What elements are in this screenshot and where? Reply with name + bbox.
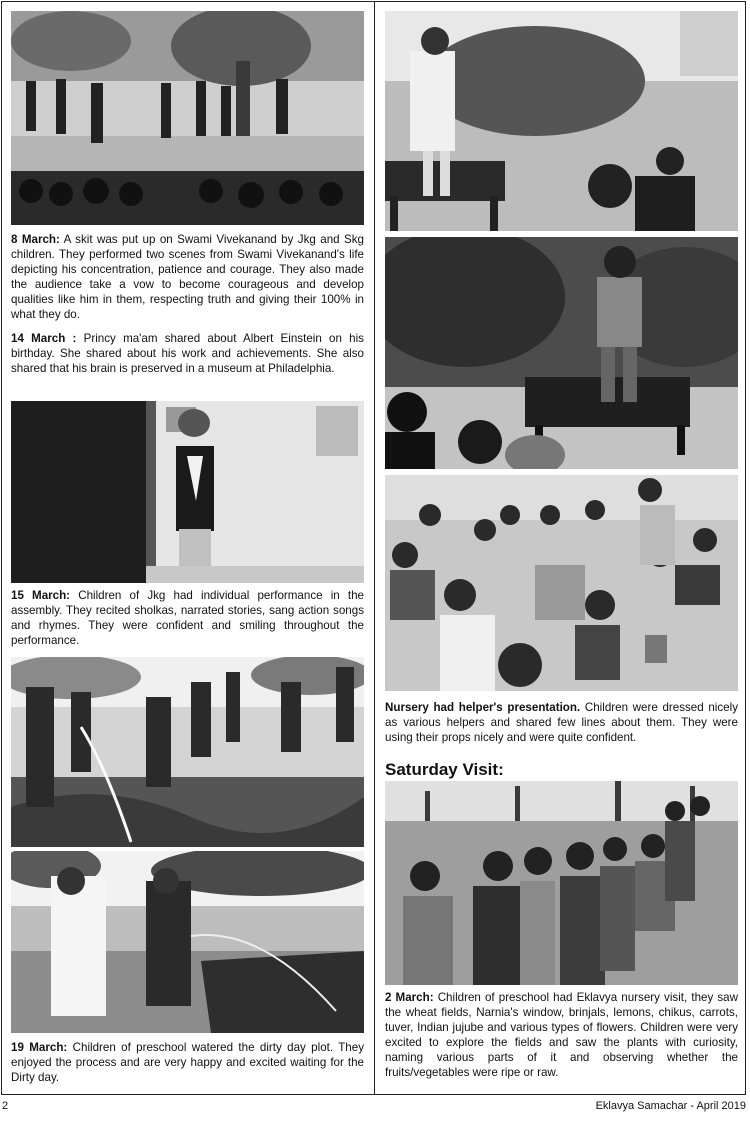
- saturday-visit-heading: Saturday Visit:: [385, 760, 504, 779]
- photo-girl-on-table: [385, 237, 738, 469]
- paragraph-19-march: 19 March: Children of preschool watered the dirty day plot. They enjoyed the process and are very happy and excited waiting for the Dirty day.: [11, 1041, 364, 1084]
- paragraph-8-march: 8 March: A skit was put up on Swami Vivekanand by Jkg and Skg children. They performed two scenes from Swami Vivekanand's life depicting his concentration, patience and courage. They also made the audience take a vow to become courageous and develop qualities like him in them, respecting truth and giving their 100% in what they do.: [11, 233, 364, 321]
- photo-children-sitting: [385, 475, 738, 691]
- photo-nursery-visit: [385, 781, 738, 985]
- paragraph-nursery-helpers: Nursery had helper's presentation. Children were dressed nicely as various helpers and shared few lines about them. They were using their props nicely and were quite confident.: [385, 701, 738, 744]
- photo-children-playing-water: [11, 657, 364, 847]
- paragraph-2-march: 2 March: Children of preschool had Eklavya nursery visit, they saw the wheat fields, Narnia's window, brinjals, lemons, chikus, carrots, tuver, Indian jujube and various types of flowers. Children were very excited to explore the fields and saw the plants with curiosity, naming various parts of it and observing whether the fruits/vegetables were ripe or raw.: [385, 991, 738, 1079]
- paragraph-15-march: 15 March: Children of Jkg had individual performance in the assembly. They recited sholkas, narrated stories, sang action songs and rhymes. They were confident and smiling throughout the performance.: [11, 589, 364, 647]
- footer-publication: Eklavya Samachar - April 2019: [595, 1100, 746, 1112]
- page-number: 2: [2, 1100, 9, 1112]
- photo-skit-stage: [11, 11, 364, 225]
- paragraph-14-march: 14 March : Princy ma'am shared about Albert Einstein on his birthday. She shared about his work and achievements. She also shared that his brain is preserved in a museum at Philadelphia.: [11, 332, 364, 375]
- photo-watering-plot: [11, 851, 364, 1033]
- column-divider: [374, 1, 375, 1095]
- photo-nurse-helper: [385, 11, 738, 231]
- photo-boy-performance: [11, 401, 364, 583]
